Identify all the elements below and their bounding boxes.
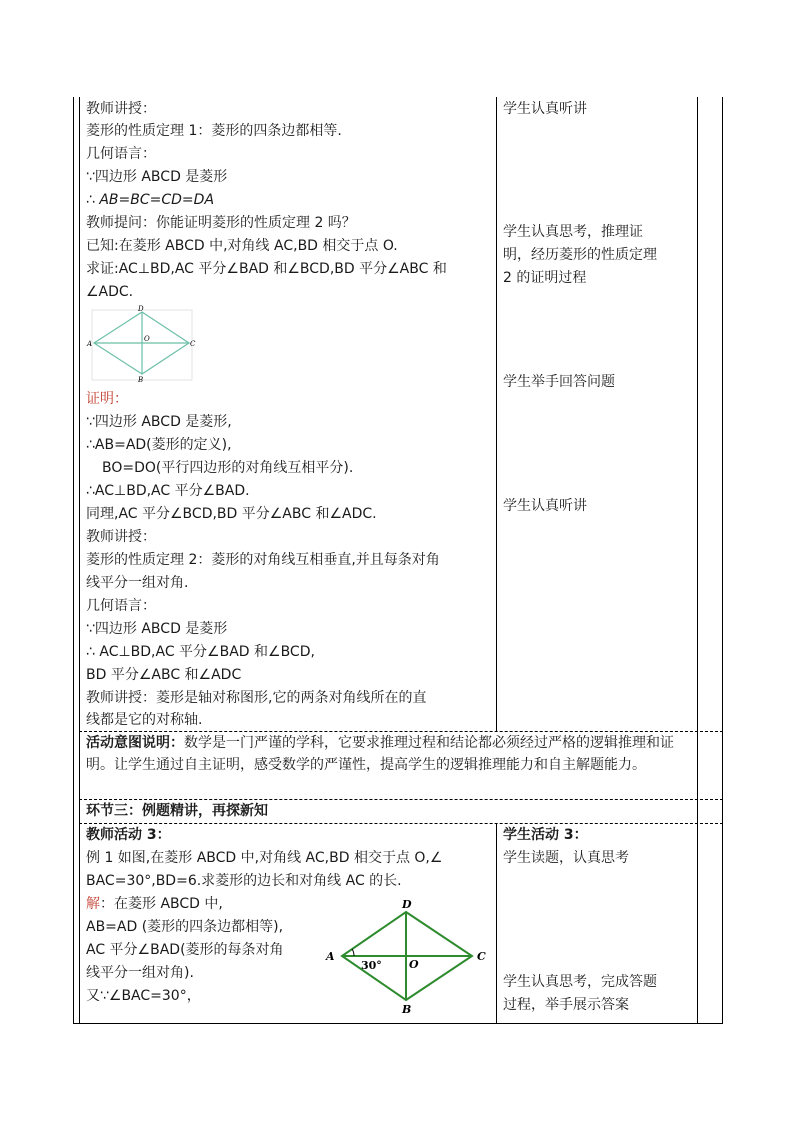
table-border-right-inner — [697, 97, 698, 1024]
student-note: 学生举手回答问题 — [503, 374, 615, 390]
text-line: AB=AD (菱形的四条边都相等), — [86, 919, 284, 935]
student-note: 学生认真思考，推理证 — [503, 224, 643, 240]
text-line: ∵四边形 ABCD 是菱形 — [86, 169, 228, 185]
text-line: ∴AB=AD(菱形的定义), — [86, 437, 232, 453]
student-note: 学生读题，认真思考 — [503, 850, 629, 866]
vertex-label-c: C — [477, 950, 486, 963]
text-line: AC 平分∠BAD(菱形的每条对角 — [86, 942, 284, 958]
text-line: 菱形的性质定理 2：菱形的对角线互相垂直,并且每条对角 — [86, 552, 440, 568]
row-divider — [79, 823, 723, 824]
text-line: 线平分一组对角. — [86, 575, 189, 591]
vertex-label-b: B — [402, 1003, 412, 1016]
text-line: 求证:AC⊥BD,AC 平分∠BAD 和∠BCD,BD 平分∠ABC 和 — [86, 261, 447, 277]
rhombus-figure-small — [86, 302, 196, 384]
text-line: 同理,AC 平分∠BCD,BD 平分∠ABC 和∠ADC. — [86, 506, 377, 522]
angle-arc — [352, 949, 354, 956]
text-line: ∴ AB=BC=CD=DA — [86, 192, 215, 208]
vertex-label-a: A — [326, 950, 335, 963]
text-line: 教师讲授： — [86, 101, 156, 117]
text-line: 教师讲授：菱形是轴对称图形,它的两条对角线所在的直 — [86, 690, 427, 706]
text-line: ∴ AC⊥BD,AC 平分∠BAD 和∠BCD, — [86, 644, 315, 660]
text-line: 教师提问：你能证明菱形的性质定理 2 吗？ — [86, 215, 356, 231]
student-note: 学生认真听讲 — [503, 498, 587, 514]
text-line: 例 1 如图,在菱形 ABCD 中,对角线 AC,BD 相交于点 O,∠ — [86, 850, 443, 866]
intent-label: 活动意图说明： — [86, 735, 184, 751]
student-note: 学生认真听讲 — [503, 101, 587, 117]
activity-header: 教师活动 3： — [86, 827, 171, 843]
text-line: ∴AC⊥BD,AC 平分∠BAD. — [86, 483, 250, 499]
table-border-right — [722, 97, 723, 1024]
text-line: 几何语言： — [86, 146, 156, 162]
text-line: 线平分一组对角). — [86, 965, 194, 981]
vertex-label-d: D — [402, 898, 412, 911]
proof-label: 证明： — [86, 391, 128, 407]
student-note: 明，经历菱形的性质定理 — [503, 247, 657, 263]
vertex-label-a: A — [87, 340, 93, 348]
activity-intent — [86, 732, 691, 776]
text-line: 线都是它的对称轴. — [86, 712, 203, 728]
vertex-label-c: C — [190, 340, 196, 348]
student-note: 学生认真思考，完成答题 — [503, 974, 657, 990]
text-line: 几何语言： — [86, 598, 156, 614]
text-line: ∠ADC. — [86, 284, 134, 300]
center-label-o: O — [409, 958, 419, 971]
text-line: BO=DO(平行四边形的对角线互相平分). — [102, 460, 354, 476]
student-note: 2 的证明过程 — [503, 270, 587, 286]
text-line: 解：在菱形 ABCD 中, — [86, 896, 223, 912]
section-title: 环节三：例题精讲，再探新知 — [86, 803, 268, 819]
table-border-left — [73, 97, 74, 1024]
text-line: 又∵∠BAC=30°， — [86, 988, 201, 1004]
rhombus-figure-large — [320, 896, 492, 1018]
text-line: BD 平分∠ABC 和∠ADC — [86, 667, 242, 683]
text-line: 菱形的性质定理 1：菱形的四条边都相等. — [86, 123, 342, 139]
text-line: BAC=30°,BD=6.求菱形的边长和对角线 AC 的长. — [86, 873, 402, 889]
text-line: 已知:在菱形 ABCD 中,对角线 AC,BD 相交于点 O. — [86, 238, 398, 254]
table-border-bottom — [73, 1023, 723, 1024]
vertex-label-b: B — [138, 376, 144, 384]
table-border-left-inner — [79, 97, 80, 1024]
text-line: ∵四边形 ABCD 是菱形, — [86, 414, 232, 430]
vertex-label-d: D — [138, 305, 144, 313]
angle-label: 30° — [361, 959, 382, 972]
text-line: 教师讲授： — [86, 529, 156, 545]
column-divider-lower — [496, 823, 497, 1024]
text-line: ∵四边形 ABCD 是菱形 — [86, 621, 228, 637]
column-divider-upper — [496, 97, 497, 731]
intent-text: 数学是一门严谨的学科，它要求推理过程和结论都必须经过严格的逻辑推理和证明。让学生通过自主证明，感受数学的严谨性，提高学生的逻辑推理能力和自主解题能力。 — [86, 735, 674, 773]
solution-label: 解 — [86, 896, 100, 912]
student-note: 过程，举手展示答案 — [503, 997, 629, 1013]
activity-header: 学生活动 3： — [503, 827, 588, 843]
center-label-o: O — [144, 335, 150, 343]
